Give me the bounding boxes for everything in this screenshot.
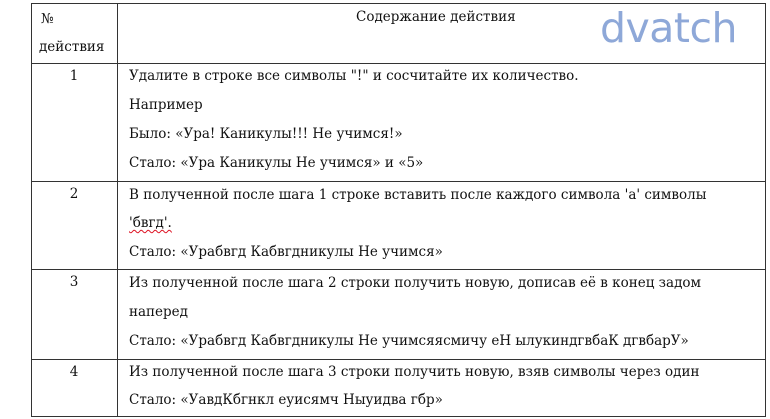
- table-border-bottom: [31, 416, 766, 417]
- header-number-label: действия: [39, 39, 105, 55]
- table-border-right: [765, 3, 766, 417]
- row-4-line-1: Из полученной после шага 3 строки получить новую, взяв символы через один: [129, 364, 700, 380]
- row-number: 1: [69, 68, 79, 84]
- row-1-line-4: Стало: «Ура Каникулы Не учимся» и «5»: [129, 155, 424, 171]
- row-1-line-1: Удалите в строке все символы "!" и сосчитайте их количество.: [129, 68, 579, 84]
- row-number: 2: [69, 186, 79, 202]
- header-number-symbol: №: [41, 11, 54, 27]
- row-3-line-1: Из полученной после шага 2 строки получить новую, дописав её в конец задом: [129, 275, 702, 291]
- row-1-line-3: Было: «Ура! Каникулы!!! Не учимся!»: [129, 126, 403, 142]
- row-number: 4: [69, 364, 79, 380]
- row-2-line-2: [129, 209, 172, 237]
- row-2-line-3: Стало: «Урабвгд Кабвгдникулы Не учимся»: [129, 244, 443, 260]
- row-3-line-2: наперед: [129, 304, 188, 320]
- actions-table: [31, 3, 766, 417]
- column-divider: [117, 3, 118, 417]
- row-2-line-1: В полученной после шага 1 строке вставить после каждого символа 'а' символы: [129, 187, 707, 203]
- row-3-line-3: Стало: «Урабвгд Кабвгдникулы Не учимсяясмичу еН ылукиндгвбаК дгвбарУ»: [129, 333, 689, 349]
- watermark: dvatch: [600, 4, 738, 52]
- row-4-line-2: Стало: «УавдКбгнкл еуисямч Ныуидва гбр»: [129, 392, 443, 408]
- row-1-line-2: Например: [129, 97, 203, 113]
- row-number: 3: [69, 274, 79, 290]
- row-2-line-2-text: 'бвгд'.: [129, 215, 172, 231]
- header-content-label: Содержание действия: [356, 9, 516, 25]
